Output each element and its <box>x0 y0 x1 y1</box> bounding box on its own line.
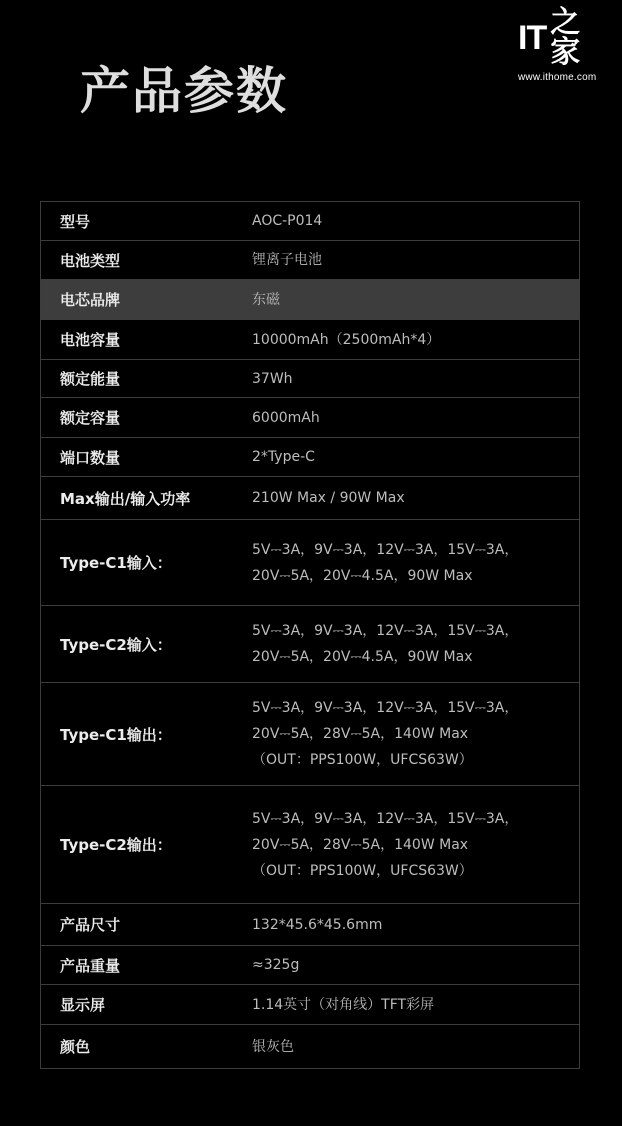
spec-label: 电池类型 <box>60 251 121 270</box>
spec-row <box>41 398 579 438</box>
spec-value-line: 10000mAh（2500mAh*4） <box>252 331 441 348</box>
spec-value-line: 银灰色 <box>252 1038 294 1055</box>
spec-label: 显示屏 <box>60 996 106 1014</box>
spec-value-line: 锂离子电池 <box>252 252 322 268</box>
spec-value-line: 5V⎓3A，9V⎓3A，12V⎓3A，15V⎓3A， <box>252 810 519 827</box>
spec-value-line: 2*Type-C <box>252 449 315 465</box>
spec-label: 电芯品牌 <box>60 291 121 309</box>
spec-label: 电池容量 <box>60 331 121 349</box>
spec-value-line: 6000mAh <box>252 409 320 426</box>
spec-value <box>252 537 579 589</box>
spec-row <box>41 520 579 606</box>
page-title: 产品参数 <box>80 62 288 120</box>
spec-value <box>252 405 579 431</box>
spec-row <box>41 946 579 985</box>
spec-value-line: 20V⎓5A，20V⎓4.5A，90W Max <box>252 649 473 665</box>
spec-value-line: 5V⎓3A，9V⎓3A，12V⎓3A，15V⎓3A， <box>252 541 519 558</box>
spec-row <box>41 320 579 360</box>
spec-value <box>252 806 579 884</box>
spec-row <box>41 202 579 241</box>
spec-value <box>252 1034 579 1060</box>
spec-value-line: 20V⎓5A，28V⎓5A，140W Max <box>252 726 469 742</box>
spec-table <box>40 201 580 1069</box>
spec-value-line: 东磁 <box>252 291 280 308</box>
spec-value-line: 1.14英寸（对角线）TFT彩屏 <box>252 996 435 1013</box>
spec-value-line: 37Wh <box>252 370 293 387</box>
spec-row <box>41 786 579 904</box>
spec-label: 端口数量 <box>60 448 121 467</box>
spec-value-line: 5V⎓3A，9V⎓3A，12V⎓3A，15V⎓3A， <box>252 623 519 639</box>
spec-row <box>41 985 579 1025</box>
ithome-logo <box>518 5 610 83</box>
spec-value-line: ≈325g <box>252 957 300 973</box>
spec-value <box>252 444 579 470</box>
spec-row <box>41 1025 579 1068</box>
spec-value-line: 20V⎓5A，20V⎓4.5A，90W Max <box>252 567 473 584</box>
spec-value-line: 5V⎓3A，9V⎓3A，12V⎓3A，15V⎓3A， <box>252 700 519 716</box>
spec-value <box>252 912 579 938</box>
spec-label: 型号 <box>60 212 91 231</box>
spec-row <box>41 241 579 280</box>
spec-value <box>252 327 579 353</box>
logo-it-text: IT <box>518 19 547 57</box>
spec-label: Type-C2输入： <box>60 635 172 654</box>
spec-label: 额定能量 <box>60 370 121 388</box>
spec-value-line: （OUT：PPS100W，UFCS63W） <box>252 862 473 879</box>
spec-label: Max输出/输入功率 <box>60 489 191 508</box>
spec-label: 产品尺寸 <box>60 916 121 934</box>
spec-value <box>252 485 579 511</box>
spec-value-line: 210W Max / 90W Max <box>252 490 405 506</box>
spec-label: 额定容量 <box>60 409 121 427</box>
spec-label: 颜色 <box>60 1038 91 1056</box>
spec-value <box>252 695 579 773</box>
spec-row <box>41 477 579 520</box>
spec-value <box>252 287 579 313</box>
spec-row <box>41 438 579 477</box>
spec-label: Type-C1输出： <box>60 725 172 744</box>
logo-url: www.ithome.com <box>518 72 597 83</box>
spec-row <box>41 683 579 786</box>
spec-value-line: AOC-P014 <box>252 213 323 229</box>
spec-label: Type-C1输入： <box>60 554 172 572</box>
spec-value <box>252 618 579 670</box>
spec-row <box>41 904 579 946</box>
logo-zh-text: 之家 <box>550 5 581 70</box>
spec-value-line: （OUT：PPS100W，UFCS63W） <box>252 752 473 768</box>
spec-value <box>252 366 579 392</box>
spec-label: Type-C2输出： <box>60 836 172 854</box>
spec-label: 产品重量 <box>60 956 121 975</box>
spec-value <box>252 208 579 234</box>
spec-value <box>252 992 579 1018</box>
spec-row <box>41 360 579 398</box>
spec-value <box>252 952 579 978</box>
spec-value-line: 20V⎓5A，28V⎓5A，140W Max <box>252 836 469 853</box>
spec-row <box>41 280 579 320</box>
logo-mark <box>518 5 610 70</box>
spec-value <box>252 247 579 273</box>
spec-row <box>41 606 579 683</box>
spec-value-line: 132*45.6*45.6mm <box>252 916 383 933</box>
